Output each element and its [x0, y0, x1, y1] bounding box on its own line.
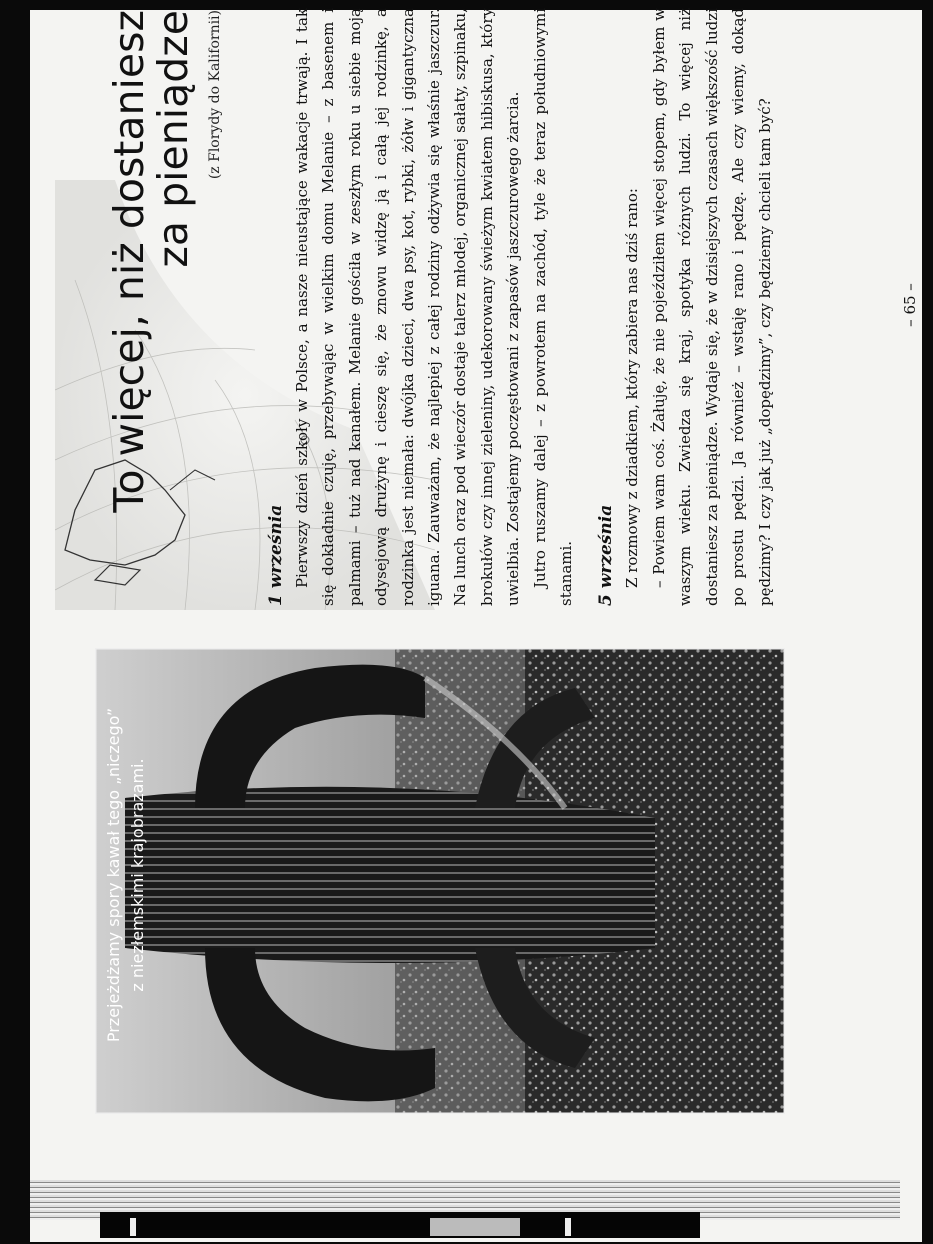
scanner-artifact — [430, 1218, 520, 1236]
caption-line1: Przejeżdżamy spory kawał tego „niczego” — [104, 707, 123, 1043]
chapter-title — [107, 10, 195, 570]
chapter-subtitle: (z Florydy do Kalifornii) — [207, 10, 223, 180]
scanner-artifact — [130, 1218, 136, 1236]
page-number: – 65 – — [901, 283, 919, 327]
chapter-title-line2: za pieniądze — [149, 10, 197, 268]
scanner-artifact — [565, 1218, 571, 1236]
rotated-page-content — [55, 0, 933, 610]
paragraph: Jutro ruszamy dalej – z powrotem na zachód, tyle że teraz południowymi stanami. — [530, 8, 576, 606]
chapter-body — [265, 8, 778, 606]
cactus-photograph — [95, 648, 785, 1114]
section-heading: 1 września — [266, 504, 286, 606]
photo-caption — [102, 640, 172, 1110]
section-heading: 5 września — [596, 504, 617, 606]
caption-line2: z niezłemskimi krajobrazami. — [128, 758, 147, 992]
paragraph: – Powiem wam coś. Żałuję, że nie pojeździłem więcej stopem, gdy byłem w waszym wieku. Zwiedza się kraj, spotyka różnych ludzi. To więcej niż dostaniesz za pieniądze. Wydaje się, że w dzisiejszych czasach większość ludzi po prostu pędzi. Ja również – wstaję rano i pędzę. Ale czy wiemy, dokąd pędzimy? I czy jak już „dopędzimy”, czy będziemy chcieli tam być? — [649, 8, 774, 606]
scanner-edge — [100, 1212, 700, 1238]
paragraph: Pierwszy dzień szkoły w Polsce, a nasze nieustające wakacje trwają. I tak się dokładnie czuję, przebywając w wielkim domu Melanie – z basenem i palmami – tuż nad kanałem. Melanie gościła w zeszłym roku u siebie moją odysejową drużynę i cieszę się, że znowu widzę ją i całą jej rodzinkę, a rodzinka jest niemała: dwójka dzieci, dwa psy, kot, rybki, żółw i gigantyczna iguana. Zauważam, że najlepiej z całej rodziny odżywia się właśnie jaszczur. Na lunch oraz pod wieczór dostaje talerz młodej, organicznej sałaty, szpinaku, brokułów czy innej zieleniny, udekorowany świeżym kwiatem hibiskusa, który uwielbia. Zostajemy poczęstowani z zapasów jaszczurowego żarcia. — [293, 8, 523, 606]
chapter-title-line1: To więcej, niż dostaniesz — [105, 10, 153, 513]
paragraph: Z rozmowy z dziadkiem, który zabiera nas dziś rano: — [623, 188, 642, 588]
